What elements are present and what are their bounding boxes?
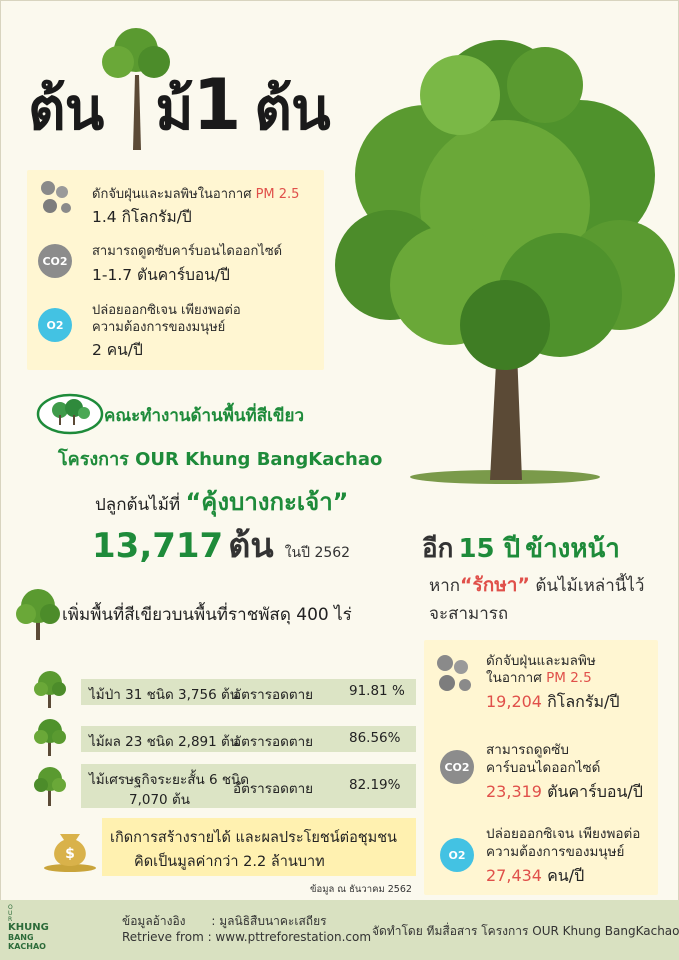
planting-place: “คุ้งบางกะเจ้า”: [185, 488, 349, 516]
forest-tree-icon: [32, 668, 68, 708]
future-line3: จะสามารถ: [429, 604, 509, 624]
future-pm-line1: ดักจับฝุ่นและมลพิษ: [486, 653, 596, 669]
single-o2-label-2: ความต้องการของมนุษย์: [92, 320, 226, 335]
single-pm-label: [92, 186, 299, 203]
income-box: [102, 818, 416, 876]
data-date: ข้อมูล ณ ธันวาคม 2562: [310, 884, 412, 895]
planting-count: 13,717: [92, 526, 224, 566]
future-line1: [422, 528, 620, 569]
footer-ref-label: ข้อมูลอ้างอิง: [122, 914, 186, 928]
single-pm-value: 1.4 กิโลกรัม/ปี: [92, 208, 192, 226]
future-line2: [429, 570, 644, 600]
future-pm-line2: [486, 670, 592, 687]
future-if: หาก: [429, 576, 461, 596]
future-pm-value-line: [486, 690, 620, 715]
headline-part2: ม้: [155, 75, 193, 143]
row-name-line2: 7,070 ต้น: [129, 792, 190, 808]
future-prefix: อีก: [422, 534, 454, 564]
o2-icon: O2: [38, 308, 72, 342]
green-area-tree-icon: [12, 584, 64, 640]
future-trees: ต้นไม้เหล่านี้ไว้: [535, 576, 645, 596]
pm-dust-icon: [36, 178, 76, 218]
single-pm-text: ดักจับฝุ่นและมลพิษในอากาศ: [92, 187, 252, 202]
planting-line: [95, 482, 348, 521]
single-pm-highlight: PM 2.5: [255, 187, 300, 202]
row-rate-label: อัตรารอดตาย: [233, 687, 314, 703]
money-bag-icon: [40, 822, 100, 872]
row-name-line1: ไม้เศรษฐกิจระยะสั้น 6 ชนิด: [89, 772, 250, 788]
headline: [28, 62, 330, 155]
planting-year: ในปี 2562: [284, 545, 351, 561]
future-o2-value-line: [486, 864, 584, 889]
pm-dust-icon: [432, 652, 476, 696]
future-ahead: ข้างหน้า: [525, 534, 620, 564]
logo-khung: KHUNG: [8, 922, 49, 933]
logo-r: R: [8, 916, 13, 923]
future-co2-line2: คาร์บอนไดออกไซด์: [486, 760, 601, 776]
planting-lead: ปลูกต้นไม้ที่: [95, 495, 181, 515]
future-o2-line2: ความต้องการของมนุษย์: [486, 844, 625, 860]
future-co2-value-line: [486, 780, 643, 805]
future-co2-line1: สามารถดูดซับ: [486, 742, 569, 758]
co2-icon: CO2: [440, 750, 474, 784]
future-o2-value: 27,434: [486, 866, 542, 885]
single-o2-value: 2 คน/ปี: [92, 341, 143, 359]
o2-icon: O2: [440, 838, 474, 872]
table-row: [81, 764, 416, 808]
row-rate: 91.81 %: [349, 683, 405, 699]
row-rate: 82.19%: [349, 777, 401, 793]
big-tree-image: [330, 25, 675, 485]
logo-kachao: KACHAO: [8, 942, 46, 951]
income-line2: คิดเป็นมูลค่ากว่า 2.2 ล้านบาท: [134, 854, 325, 870]
headline-number: 1: [192, 64, 241, 146]
team-line2: โครงการ OUR Khung BangKachao: [58, 449, 383, 470]
fruit-tree-icon: [32, 716, 68, 756]
planting-unit: ต้น: [228, 526, 274, 566]
economic-tree-icon: [32, 764, 68, 806]
our-khung-bangkachao-logo: [8, 905, 70, 955]
footer-made-by: จัดทำโดย ทีมสื่อสาร โครงการ OUR Khung BangKachao: [372, 924, 679, 938]
logo-bang: BANG: [8, 933, 34, 942]
planting-count-line: [92, 518, 350, 572]
table-row: [81, 679, 416, 705]
team-logo: [36, 393, 104, 435]
future-o2-unit: คน/ปี: [547, 866, 585, 885]
future-pm-unit: กิโลกรัม/ปี: [547, 692, 620, 711]
row-rate-label: อัตรารอดตาย: [233, 781, 314, 797]
future-co2-value: 23,319: [486, 782, 542, 801]
footer-ref-value: : มูลนิธิสืบนาคะเสถียร: [211, 914, 327, 928]
future-pm-text: ในอากาศ: [486, 670, 542, 686]
footer-retrieve: Retrieve from : www.pttreforestation.com: [122, 930, 372, 944]
logo-o: O: [8, 904, 13, 911]
income-line1: เกิดการสร้างรายได้ และผลประโยชน์ต่อชุมชน: [110, 830, 397, 846]
future-keep: “รักษา”: [460, 574, 530, 596]
future-pm-highlight: PM 2.5: [546, 670, 592, 686]
team-line1: คณะทำงานด้านพื้นที่สีเขียว: [104, 406, 305, 426]
single-co2-value: 1-1.7 ตันคาร์บอน/ปี: [92, 266, 230, 284]
headline-part1: ต้น: [28, 75, 104, 143]
co2-icon: CO2: [38, 244, 72, 278]
svg-text:$: $: [65, 846, 75, 862]
logo-u: U: [8, 910, 13, 917]
future-co2-unit: ตันคาร์บอน/ปี: [547, 782, 643, 801]
single-o2-label-1: ปล่อยออกซิเจน เพียงพอต่อ: [92, 303, 241, 318]
headline-part3: ต้น: [254, 75, 330, 143]
green-area-label: เพิ่มพื้นที่สีเขียวบนพื้นที่ราชพัสดุ 400 ไร่: [62, 605, 352, 625]
future-o2-line1: ปล่อยออกซิเจน เพียงพอต่อ: [486, 826, 641, 842]
row-name: ไม้ผล 23 ชนิด 2,891 ต้น: [89, 734, 240, 750]
row-rate-label: อัตรารอดตาย: [233, 734, 314, 750]
single-co2-label: สามารถดูดซับคาร์บอนไดออกไซด์: [92, 244, 283, 259]
row-name: ไม้ป่า 31 ชนิด 3,756 ต้น: [89, 687, 239, 703]
footer-reference: [122, 912, 327, 931]
future-pm-value: 19,204: [486, 692, 542, 711]
row-rate: 86.56%: [349, 730, 401, 746]
table-row: [81, 726, 416, 752]
future-years: 15 ปี: [458, 534, 521, 564]
